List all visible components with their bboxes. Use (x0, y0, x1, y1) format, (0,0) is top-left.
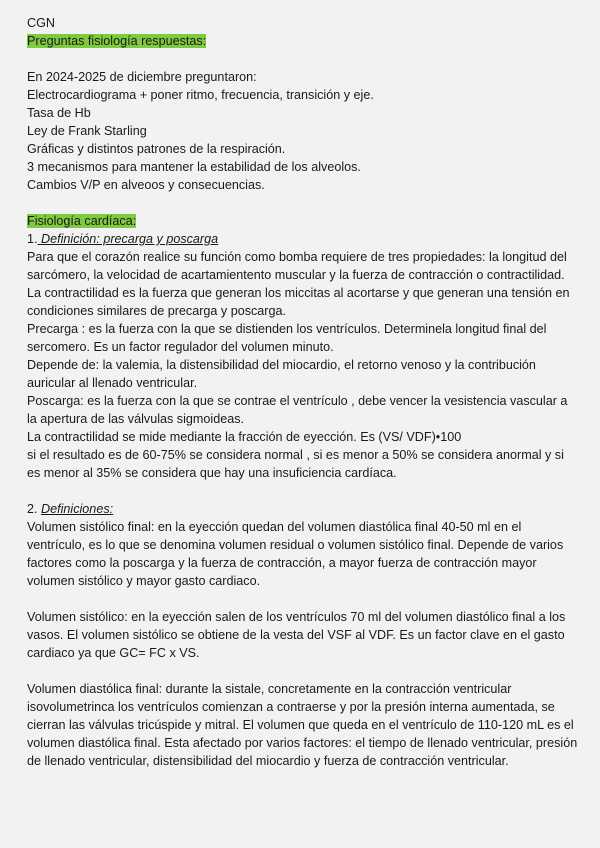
subsection-1-heading (27, 230, 578, 248)
exam-question-item: Tasa de Hb (27, 106, 91, 120)
doc-code: CGN (27, 16, 55, 30)
section-cardiac-title: Fisiología cardíaca: (27, 214, 137, 228)
subsection-2-title: Definiciones: (41, 502, 114, 516)
paragraph: La contractilidad se mide mediante la fracción de eyección. Es (VS/ VDF)•100 (27, 430, 462, 444)
exam-question-item: 3 mecanismos para mantener la estabilidad de los alveolos. (27, 160, 361, 174)
paragraph: Depende de: la valemia, la distensibilidad del miocardio, el retorno venoso y la contribución auricular al llenado ventricular. (27, 358, 536, 390)
definition-paragraph: Volumen sistólico final: en la eyección quedan del volumen diastólica final 40-50 ml en el ventrículo, es lo que se denomina volumen residual o volumen sistólico final. Depende de varios factores como la poscarga y la fuerza de contracción, a mayor fuerza de contracción mayor volumen sistólico y mayor gasto cardiaco. (27, 520, 564, 588)
subsection-1-number: 1. (27, 232, 38, 246)
definition-paragraph: Volumen sistólico: en la eyección salen de los ventrículos 70 ml del volumen diastólico final a los vasos. El volumen sistólico se obtiene de la vesta del VSF al VDF. Es un factor clave en el gasto cardiaco ya que GC= FC x VS. (27, 610, 566, 660)
exam-intro: En 2024-2025 de diciembre preguntaron: (27, 70, 257, 84)
definition-paragraph: Volumen diastólica final: durante la sistale, concretamente en la contracción ventricular isovolumetrinca los ventrículos comienzan a contraerse y por la presión interna aumentada, se cierran las válvulas tricúspide y mitral. El volumen que queda en el ventrículo de 110-120 mL es el volumen diastólica final. Esta afectado por varios factores: el tiempo de llenado ventricular, presión de llenado ventricular, distensibilidad del miocardio y fuerza de contracción ventricular. (27, 682, 578, 768)
paragraph: Poscarga: es la fuerza con la que se contrae el ventrículo , debe vencer la vesistencia vascular a la apertura de las válvulas sigmoideas. (27, 394, 568, 426)
exam-question-item: Gráficas y distintos patrones de la respiración. (27, 142, 286, 156)
exam-questions (27, 68, 578, 194)
subsection-1-title: Definición: precarga y poscarga (37, 232, 219, 246)
paragraph: Precarga : es la fuerza con la que se distienden los ventrículos. Determinela longitud final del sercomero. Es un factor regulador del volumen minuto. (27, 322, 547, 354)
exam-question-item: Ley de Frank Starling (27, 124, 147, 138)
doc-title: Preguntas fisiología respuestas: (27, 34, 207, 48)
subsection-2-heading (27, 500, 578, 518)
exam-question-item: Cambios V/P en alveoos y consecuencias. (27, 178, 265, 192)
paragraph: Para que el corazón realice su función como bomba requiere de tres propiedades: la longitud del sarcómero, la velocidad de acartamientento muscular y la fuerza de contracción o contractilidad. (27, 250, 567, 282)
section-cardiac (27, 212, 578, 770)
exam-question-item: Electrocardiograma + poner ritmo, frecuencia, transición y eje. (27, 88, 374, 102)
paragraph: La contractilidad es la fuerza que generan los miccitas al acortarse y que generan una tensión en condiciones similares de precarga y poscarga. (27, 286, 570, 318)
paragraph: si el resultado es de 60-75% se considera normal , si es menor a 50% se considera anormal y si es menor al 35% se considera que hay una insuficiencia cardíaca. (27, 448, 564, 480)
subsection-2-number: 2. (27, 502, 38, 516)
